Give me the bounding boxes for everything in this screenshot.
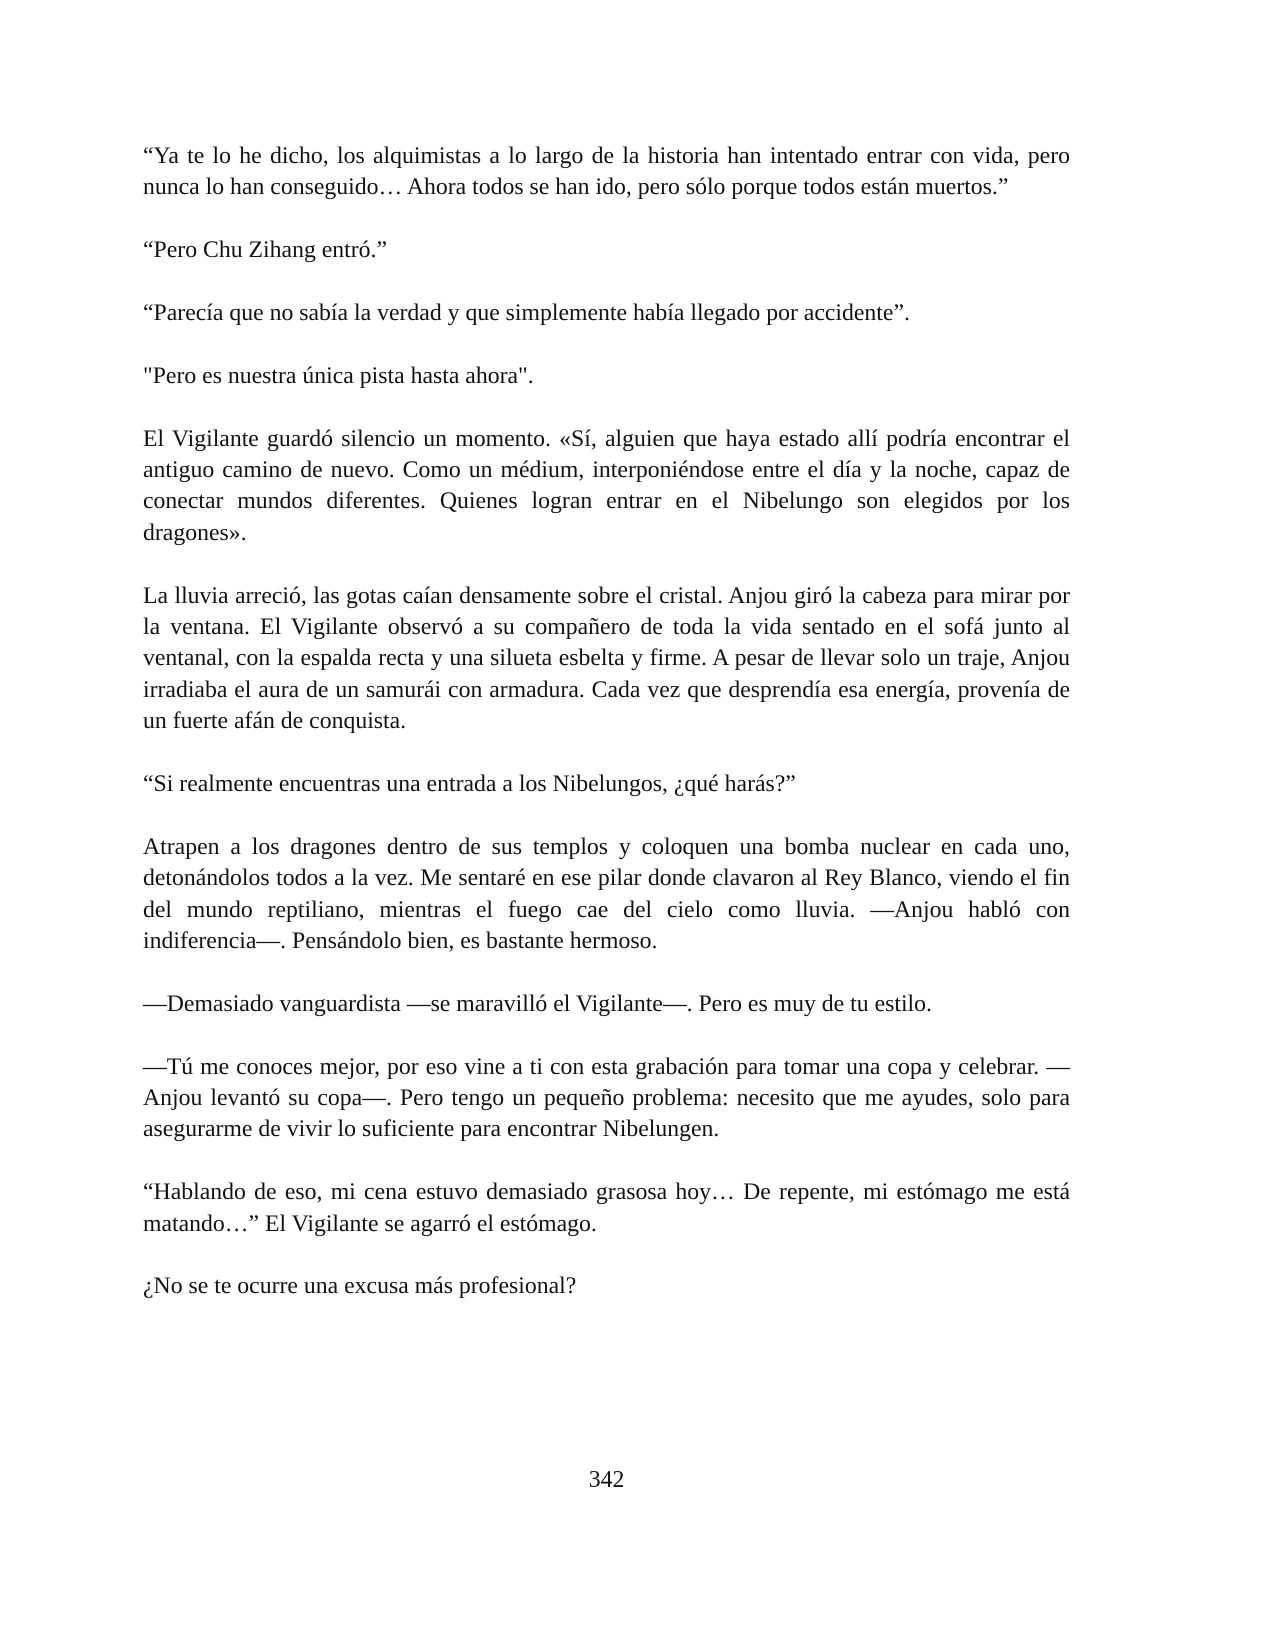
- paragraph: Atrapen a los dragones dentro de sus templos y coloquen una bomba nuclear en cada uno, detonándolos todos a la vez. Me sentaré en ese pilar donde clavaron al Rey Blanco, viendo el fin del mundo reptiliano, mientras el fuego cae del cielo como lluvia. —Anjou habló con indiferencia—. Pensándolo bien, es bastante hermoso.: [143, 833, 1070, 955]
- paragraph: “Ya te lo he dicho, los alquimistas a lo largo de la historia han intentado entrar con vida, pero nunca lo han conseguido… Ahora todos se han ido, pero sólo porque todos están muertos.”: [143, 143, 1070, 201]
- paragraph: “Pero Chu Zihang entró.”: [143, 237, 388, 264]
- paragraph: ¿No se te ocurre una excusa más profesional?: [143, 1273, 577, 1300]
- page-number: 342: [588, 1467, 625, 1493]
- paragraph: —Demasiado vanguardista —se maravilló el Vigilante—. Pero es muy de tu estilo.: [143, 990, 932, 1017]
- paragraph: “Si realmente encuentras una entrada a los Nibelungos, ¿qué harás?”: [143, 771, 796, 798]
- paragraph: "Pero es nuestra única pista hasta ahora".: [143, 362, 534, 389]
- paragraph: —Tú me conoces mejor, por eso vine a ti con esta grabación para tomar una copa y celebrar. —Anjou levantó su copa—. Pero tengo un pequeño problema: necesito que me ayudes, solo para asegurarme de vivir lo suficiente para encontrar Nibelungen.: [143, 1053, 1070, 1143]
- body-text: [143, 141, 1070, 1334]
- paragraph: “Hablando de eso, mi cena estuvo demasiado grasosa hoy… De repente, mi estómago me está matando…” El Vigilante se agarró el estómago.: [143, 1179, 1070, 1237]
- paragraph: El Vigilante guardó silencio un momento. «Sí, alguien que haya estado allí podría encontrar el antiguo camino de nuevo. Como un médium, interponiéndose entre el día y la noche, capaz de conectar mundos diferentes. Quienes logran entrar en el Nibelungo son elegidos por los dragones».: [143, 425, 1070, 546]
- paragraph: La lluvia arreció, las gotas caían densamente sobre el cristal. Anjou giró la cabeza para mirar por la ventana. El Vigilante observó a su compañero de toda la vida sentado en el sofá junto al ventanal, con la espalda recta y una silueta esbelta y firme. A pesar de llevar solo un traje, Anjou irradiaba el aura de un samurái con armadura. Cada vez que desprendía esa energía, provenía de un fuerte afán de conquista.: [143, 582, 1070, 735]
- paragraph: “Parecía que no sabía la verdad y que simplemente había llegado por accidente”.: [143, 300, 910, 326]
